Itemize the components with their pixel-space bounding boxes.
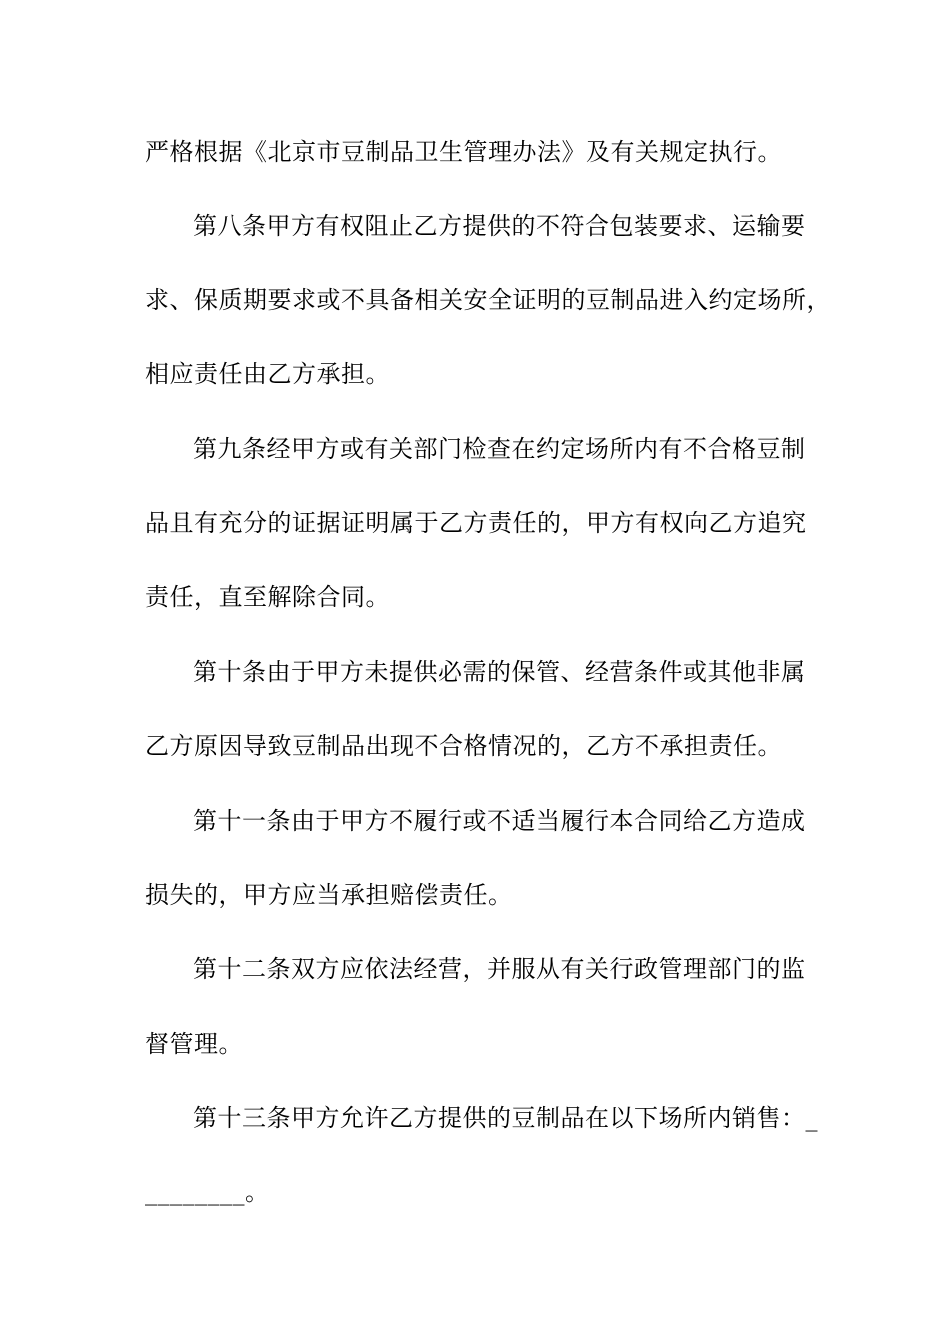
article-13-line-1: 第十三条甲方允许乙方提供的豆制品在以下场所内销售：_ [193, 1104, 818, 1132]
article-9-line-2: 品且有充分的证据证明属于乙方责任的，甲方有权向乙方追究 [145, 509, 807, 537]
article-9-line-1: 第九条经甲方或有关部门检查在约定场所内有不合格豆制 [193, 435, 806, 463]
article-8-line-2: 求、保质期要求或不具备相关安全证明的豆制品进入约定场所， [145, 286, 831, 314]
article-10-line-1: 第十条由于甲方未提供必需的保管、经营条件或其他非属 [193, 658, 806, 686]
article-11-line-1: 第十一条由于甲方不履行或不适当履行本合同给乙方造成 [193, 807, 806, 835]
article-8-line-3: 相应责任由乙方承担。 [145, 360, 390, 388]
article-12-line-2: 督管理。 [145, 1030, 243, 1058]
article-8-line-1: 第八条甲方有权阻止乙方提供的不符合包装要求、运输要 [193, 212, 806, 240]
text-line-1: 严格根据《北京市豆制品卫生管理办法》及有关规定执行。 [145, 138, 782, 166]
article-11-line-2: 损失的，甲方应当承担赔偿责任。 [145, 881, 513, 909]
article-12-line-1: 第十二条双方应依法经营，并服从有关行政管理部门的监 [193, 955, 806, 983]
article-13-line-2: ________。 [145, 1178, 270, 1206]
article-9-line-3: 责任，直至解除合同。 [145, 583, 390, 611]
article-10-line-2: 乙方原因导致豆制品出现不合格情况的，乙方不承担责任。 [145, 732, 782, 760]
